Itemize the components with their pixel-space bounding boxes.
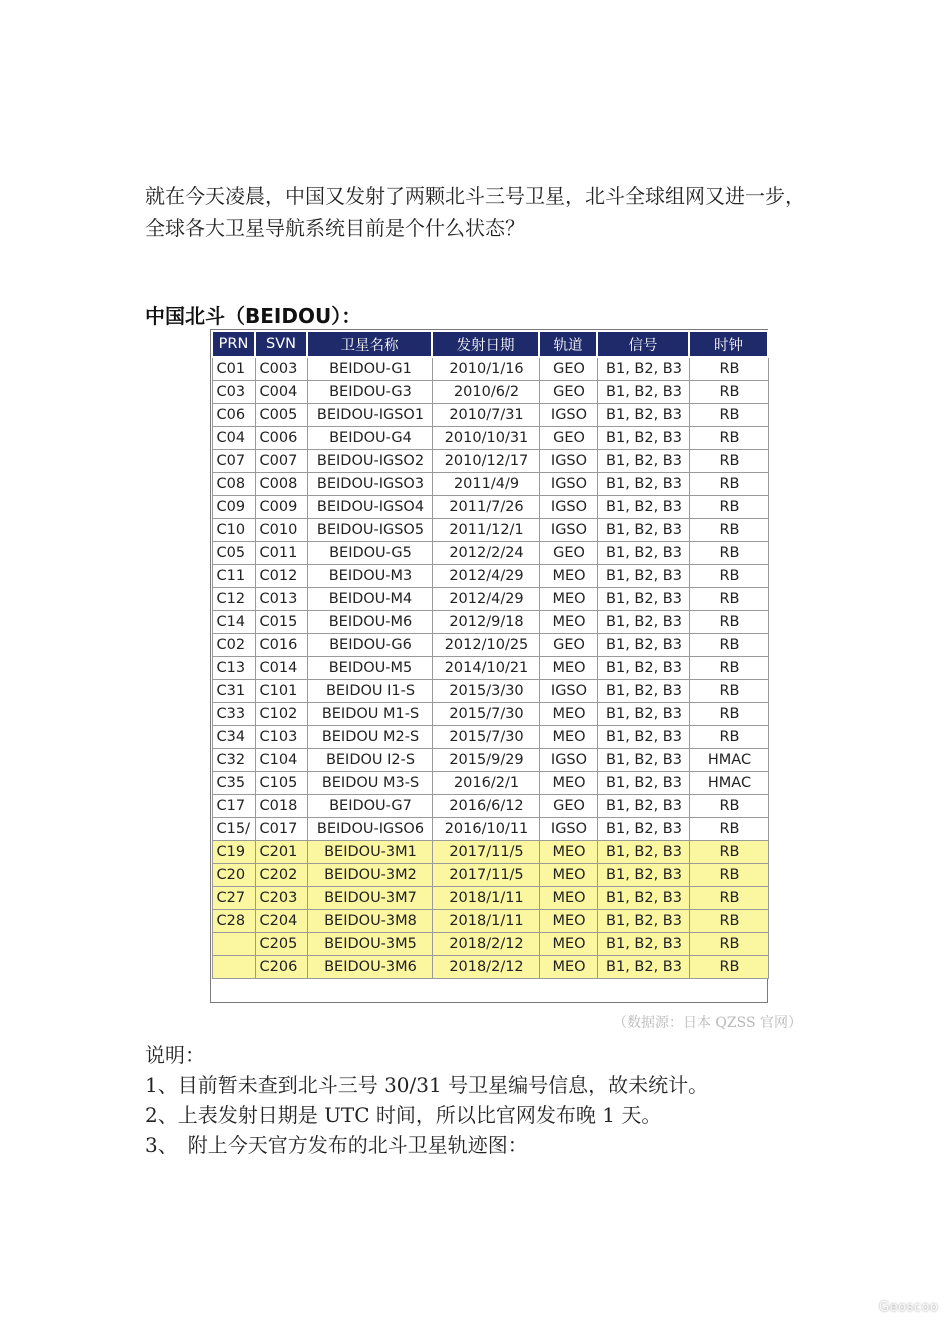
clock-cell: RB <box>689 473 768 496</box>
prn-cell: C31 <box>212 680 255 703</box>
orbit-cell: IGSO <box>539 680 597 703</box>
prn-cell: C19 <box>212 841 255 864</box>
svn-cell: C016 <box>255 634 307 657</box>
satellite-name-cell: BEIDOU-3M1 <box>307 841 432 864</box>
table-row <box>212 381 768 404</box>
clock-cell: RB <box>689 634 768 657</box>
orbit-cell: IGSO <box>539 496 597 519</box>
prn-cell <box>212 956 255 979</box>
svn-cell: C203 <box>255 887 307 910</box>
orbit-cell: IGSO <box>539 749 597 772</box>
launch-date-cell: 2018/2/12 <box>432 933 539 956</box>
prn-cell: C14 <box>212 611 255 634</box>
svn-cell: C018 <box>255 795 307 818</box>
prn-cell: C10 <box>212 519 255 542</box>
launch-date-cell: 2016/10/11 <box>432 818 539 841</box>
clock-cell: RB <box>689 565 768 588</box>
orbit-cell: MEO <box>539 565 597 588</box>
svn-cell: C102 <box>255 703 307 726</box>
satellite-name-cell: BEIDOU-M6 <box>307 611 432 634</box>
table-row <box>212 357 768 381</box>
svn-cell: C013 <box>255 588 307 611</box>
satellite-name-cell: BEIDOU-IGSO4 <box>307 496 432 519</box>
clock-cell: RB <box>689 841 768 864</box>
clock-cell: RB <box>689 427 768 450</box>
signal-cell: B1, B2, B3 <box>597 772 689 795</box>
signal-cell: B1, B2, B3 <box>597 864 689 887</box>
launch-date-cell: 2011/7/26 <box>432 496 539 519</box>
prn-cell: C35 <box>212 772 255 795</box>
clock-cell: RB <box>689 956 768 979</box>
svn-cell: C204 <box>255 910 307 933</box>
clock-cell: RB <box>689 519 768 542</box>
svn-cell: C006 <box>255 427 307 450</box>
launch-date-cell: 2015/3/30 <box>432 680 539 703</box>
signal-cell: B1, B2, B3 <box>597 542 689 565</box>
satellite-name-cell: BEIDOU I2-S <box>307 749 432 772</box>
prn-cell: C03 <box>212 381 255 404</box>
orbit-cell: GEO <box>539 357 597 381</box>
launch-date-cell: 2010/10/31 <box>432 427 539 450</box>
svn-cell: C202 <box>255 864 307 887</box>
header-launch-date: 发射日期 <box>432 331 539 357</box>
notes-list <box>145 1040 708 1160</box>
prn-cell: C33 <box>212 703 255 726</box>
prn-cell: C05 <box>212 542 255 565</box>
signal-cell: B1, B2, B3 <box>597 818 689 841</box>
signal-cell: B1, B2, B3 <box>597 657 689 680</box>
table-row <box>212 496 768 519</box>
prn-cell: C32 <box>212 749 255 772</box>
table-row <box>212 864 768 887</box>
satellite-name-cell: BEIDOU M1-S <box>307 703 432 726</box>
signal-cell: B1, B2, B3 <box>597 381 689 404</box>
table-row <box>212 933 768 956</box>
satellite-name-cell: BEIDOU-G7 <box>307 795 432 818</box>
satellite-name-cell: BEIDOU-IGSO1 <box>307 404 432 427</box>
notes-heading: 说明： <box>145 1043 205 1067</box>
launch-date-cell: 2012/2/24 <box>432 542 539 565</box>
orbit-cell: MEO <box>539 611 597 634</box>
signal-cell: B1, B2, B3 <box>597 404 689 427</box>
orbit-cell: MEO <box>539 657 597 680</box>
table-row <box>212 565 768 588</box>
satellite-name-cell: BEIDOU-3M5 <box>307 933 432 956</box>
header-prn: PRN <box>212 331 255 357</box>
svn-cell: C015 <box>255 611 307 634</box>
satellite-name-cell: BEIDOU-3M8 <box>307 910 432 933</box>
signal-cell: B1, B2, B3 <box>597 427 689 450</box>
orbit-cell: GEO <box>539 542 597 565</box>
satellite-name-cell: BEIDOU-G5 <box>307 542 432 565</box>
table-row <box>212 910 768 933</box>
table-row <box>212 542 768 565</box>
source-note: （数据源：日本 QZSS 官网） <box>612 1015 802 1031</box>
table-row <box>212 680 768 703</box>
clock-cell: RB <box>689 357 768 381</box>
clock-cell: RB <box>689 680 768 703</box>
svn-cell: C003 <box>255 357 307 381</box>
prn-cell: C11 <box>212 565 255 588</box>
signal-cell: B1, B2, B3 <box>597 680 689 703</box>
svn-cell: C103 <box>255 726 307 749</box>
table-row <box>212 841 768 864</box>
satellite-name-cell: BEIDOU-3M7 <box>307 887 432 910</box>
prn-cell: C27 <box>212 887 255 910</box>
clock-cell: RB <box>689 542 768 565</box>
note-item: 1、目前暂未查到北斗三号 30/31 号卫星编号信息，故未统计。 <box>145 1073 709 1097</box>
launch-date-cell: 2012/10/25 <box>432 634 539 657</box>
prn-cell <box>212 933 255 956</box>
signal-cell: B1, B2, B3 <box>597 473 689 496</box>
signal-cell: B1, B2, B3 <box>597 519 689 542</box>
clock-cell: RB <box>689 864 768 887</box>
header-clock: 时钟 <box>689 331 768 357</box>
signal-cell: B1, B2, B3 <box>597 910 689 933</box>
svn-cell: C010 <box>255 519 307 542</box>
orbit-cell: MEO <box>539 703 597 726</box>
clock-cell: RB <box>689 657 768 680</box>
orbit-cell: MEO <box>539 588 597 611</box>
svn-cell: C101 <box>255 680 307 703</box>
signal-cell: B1, B2, B3 <box>597 795 689 818</box>
prn-cell: C15/ <box>212 818 255 841</box>
launch-date-cell: 2015/7/30 <box>432 703 539 726</box>
clock-cell: RB <box>689 933 768 956</box>
launch-date-cell: 2018/1/11 <box>432 887 539 910</box>
orbit-cell: IGSO <box>539 404 597 427</box>
signal-cell: B1, B2, B3 <box>597 726 689 749</box>
launch-date-cell: 2012/4/29 <box>432 565 539 588</box>
note-item: 3、 附上今天官方发布的北斗卫星轨迹图： <box>145 1133 528 1157</box>
header-svn: SVN <box>255 331 307 357</box>
table-header-row <box>212 331 768 357</box>
orbit-cell: GEO <box>539 427 597 450</box>
prn-cell: C01 <box>212 357 255 381</box>
prn-cell: C28 <box>212 910 255 933</box>
satellite-name-cell: BEIDOU-IGSO6 <box>307 818 432 841</box>
satellite-name-cell: BEIDOU I1-S <box>307 680 432 703</box>
launch-date-cell: 2017/11/5 <box>432 864 539 887</box>
header-orbit: 轨道 <box>539 331 597 357</box>
svn-cell: C009 <box>255 496 307 519</box>
table-row <box>212 749 768 772</box>
svn-cell: C005 <box>255 404 307 427</box>
table-row <box>212 887 768 910</box>
table-row <box>212 795 768 818</box>
prn-cell: C20 <box>212 864 255 887</box>
clock-cell: HMAC <box>689 749 768 772</box>
prn-cell: C08 <box>212 473 255 496</box>
orbit-cell: MEO <box>539 864 597 887</box>
clock-cell: RB <box>689 795 768 818</box>
svn-cell: C007 <box>255 450 307 473</box>
clock-cell: RB <box>689 703 768 726</box>
svn-cell: C017 <box>255 818 307 841</box>
header-satellite-name: 卫星名称 <box>307 331 432 357</box>
signal-cell: B1, B2, B3 <box>597 933 689 956</box>
signal-cell: B1, B2, B3 <box>597 450 689 473</box>
clock-cell: RB <box>689 910 768 933</box>
svn-cell: C105 <box>255 772 307 795</box>
orbit-cell: GEO <box>539 381 597 404</box>
table-row <box>212 657 768 680</box>
launch-date-cell: 2012/9/18 <box>432 611 539 634</box>
launch-date-cell: 2012/4/29 <box>432 588 539 611</box>
launch-date-cell: 2010/7/31 <box>432 404 539 427</box>
satellite-name-cell: BEIDOU M3-S <box>307 772 432 795</box>
orbit-cell: GEO <box>539 634 597 657</box>
signal-cell: B1, B2, B3 <box>597 496 689 519</box>
orbit-cell: IGSO <box>539 450 597 473</box>
svn-cell: C205 <box>255 933 307 956</box>
launch-date-cell: 2010/1/16 <box>432 357 539 381</box>
prn-cell: C12 <box>212 588 255 611</box>
svn-cell: C014 <box>255 657 307 680</box>
prn-cell: C09 <box>212 496 255 519</box>
satellite-name-cell: BEIDOU-G3 <box>307 381 432 404</box>
orbit-cell: GEO <box>539 795 597 818</box>
prn-cell: C13 <box>212 657 255 680</box>
launch-date-cell: 2018/2/12 <box>432 956 539 979</box>
clock-cell: RB <box>689 588 768 611</box>
orbit-cell: MEO <box>539 933 597 956</box>
table-row <box>212 611 768 634</box>
satellite-name-cell: BEIDOU-3M6 <box>307 956 432 979</box>
table-row <box>212 634 768 657</box>
clock-cell: RB <box>689 887 768 910</box>
section-title: 中国北斗（BEIDOU）： <box>145 304 362 328</box>
note-item: 2、上表发射日期是 UTC 时间，所以比官网发布晚 1 天。 <box>145 1103 662 1127</box>
satellite-name-cell: BEIDOU-3M2 <box>307 864 432 887</box>
satellite-name-cell: BEIDOU-G4 <box>307 427 432 450</box>
table-body <box>212 357 768 979</box>
satellite-name-cell: BEIDOU-IGSO3 <box>307 473 432 496</box>
satellite-name-cell: BEIDOU-IGSO2 <box>307 450 432 473</box>
signal-cell: B1, B2, B3 <box>597 634 689 657</box>
orbit-cell: IGSO <box>539 473 597 496</box>
launch-date-cell: 2018/1/11 <box>432 910 539 933</box>
watermark: Geoscoo <box>879 1300 939 1315</box>
orbit-cell: MEO <box>539 956 597 979</box>
table-row <box>212 427 768 450</box>
launch-date-cell: 2010/6/2 <box>432 381 539 404</box>
clock-cell: HMAC <box>689 772 768 795</box>
table-row <box>212 703 768 726</box>
table-row <box>212 473 768 496</box>
prn-cell: C07 <box>212 450 255 473</box>
orbit-cell: IGSO <box>539 818 597 841</box>
launch-date-cell: 2015/9/29 <box>432 749 539 772</box>
clock-cell: RB <box>689 818 768 841</box>
signal-cell: B1, B2, B3 <box>597 749 689 772</box>
signal-cell: B1, B2, B3 <box>597 357 689 381</box>
clock-cell: RB <box>689 726 768 749</box>
table-row <box>212 404 768 427</box>
table-row <box>212 956 768 979</box>
svn-cell: C012 <box>255 565 307 588</box>
launch-date-cell: 2014/10/21 <box>432 657 539 680</box>
prn-cell: C02 <box>212 634 255 657</box>
orbit-cell: MEO <box>539 841 597 864</box>
signal-cell: B1, B2, B3 <box>597 887 689 910</box>
launch-date-cell: 2017/11/5 <box>432 841 539 864</box>
signal-cell: B1, B2, B3 <box>597 703 689 726</box>
launch-date-cell: 2010/12/17 <box>432 450 539 473</box>
clock-cell: RB <box>689 496 768 519</box>
signal-cell: B1, B2, B3 <box>597 565 689 588</box>
prn-cell: C04 <box>212 427 255 450</box>
table-row <box>212 588 768 611</box>
clock-cell: RB <box>689 450 768 473</box>
launch-date-cell: 2015/7/30 <box>432 726 539 749</box>
svn-cell: C104 <box>255 749 307 772</box>
satellite-name-cell: BEIDOU-M5 <box>307 657 432 680</box>
launch-date-cell: 2011/4/9 <box>432 473 539 496</box>
clock-cell: RB <box>689 404 768 427</box>
table-row <box>212 519 768 542</box>
orbit-cell: MEO <box>539 910 597 933</box>
table-row <box>212 772 768 795</box>
signal-cell: B1, B2, B3 <box>597 588 689 611</box>
satellite-name-cell: BEIDOU-G6 <box>307 634 432 657</box>
satellite-name-cell: BEIDOU-G1 <box>307 357 432 381</box>
intro-paragraph: 就在今天凌晨，中国又发射了两颗北斗三号卫星，北斗全球组网又进一步，全球各大卫星导航系统目前是个什么状态？ <box>145 184 805 240</box>
orbit-cell: MEO <box>539 887 597 910</box>
signal-cell: B1, B2, B3 <box>597 611 689 634</box>
table-row <box>212 450 768 473</box>
orbit-cell: IGSO <box>539 519 597 542</box>
prn-cell: C17 <box>212 795 255 818</box>
svn-cell: C004 <box>255 381 307 404</box>
clock-cell: RB <box>689 381 768 404</box>
signal-cell: B1, B2, B3 <box>597 841 689 864</box>
prn-cell: C34 <box>212 726 255 749</box>
table-row <box>212 818 768 841</box>
satellite-name-cell: BEIDOU-M3 <box>307 565 432 588</box>
header-signal: 信号 <box>597 331 689 357</box>
launch-date-cell: 2016/6/12 <box>432 795 539 818</box>
launch-date-cell: 2011/12/1 <box>432 519 539 542</box>
satellite-name-cell: BEIDOU-IGSO5 <box>307 519 432 542</box>
launch-date-cell: 2016/2/1 <box>432 772 539 795</box>
orbit-cell: MEO <box>539 726 597 749</box>
satellite-name-cell: BEIDOU-M4 <box>307 588 432 611</box>
table-row <box>212 726 768 749</box>
signal-cell: B1, B2, B3 <box>597 956 689 979</box>
clock-cell: RB <box>689 611 768 634</box>
orbit-cell: MEO <box>539 772 597 795</box>
svn-cell: C206 <box>255 956 307 979</box>
satellite-name-cell: BEIDOU M2-S <box>307 726 432 749</box>
svn-cell: C008 <box>255 473 307 496</box>
svn-cell: C011 <box>255 542 307 565</box>
beidou-satellite-table <box>211 330 769 979</box>
prn-cell: C06 <box>212 404 255 427</box>
svn-cell: C201 <box>255 841 307 864</box>
